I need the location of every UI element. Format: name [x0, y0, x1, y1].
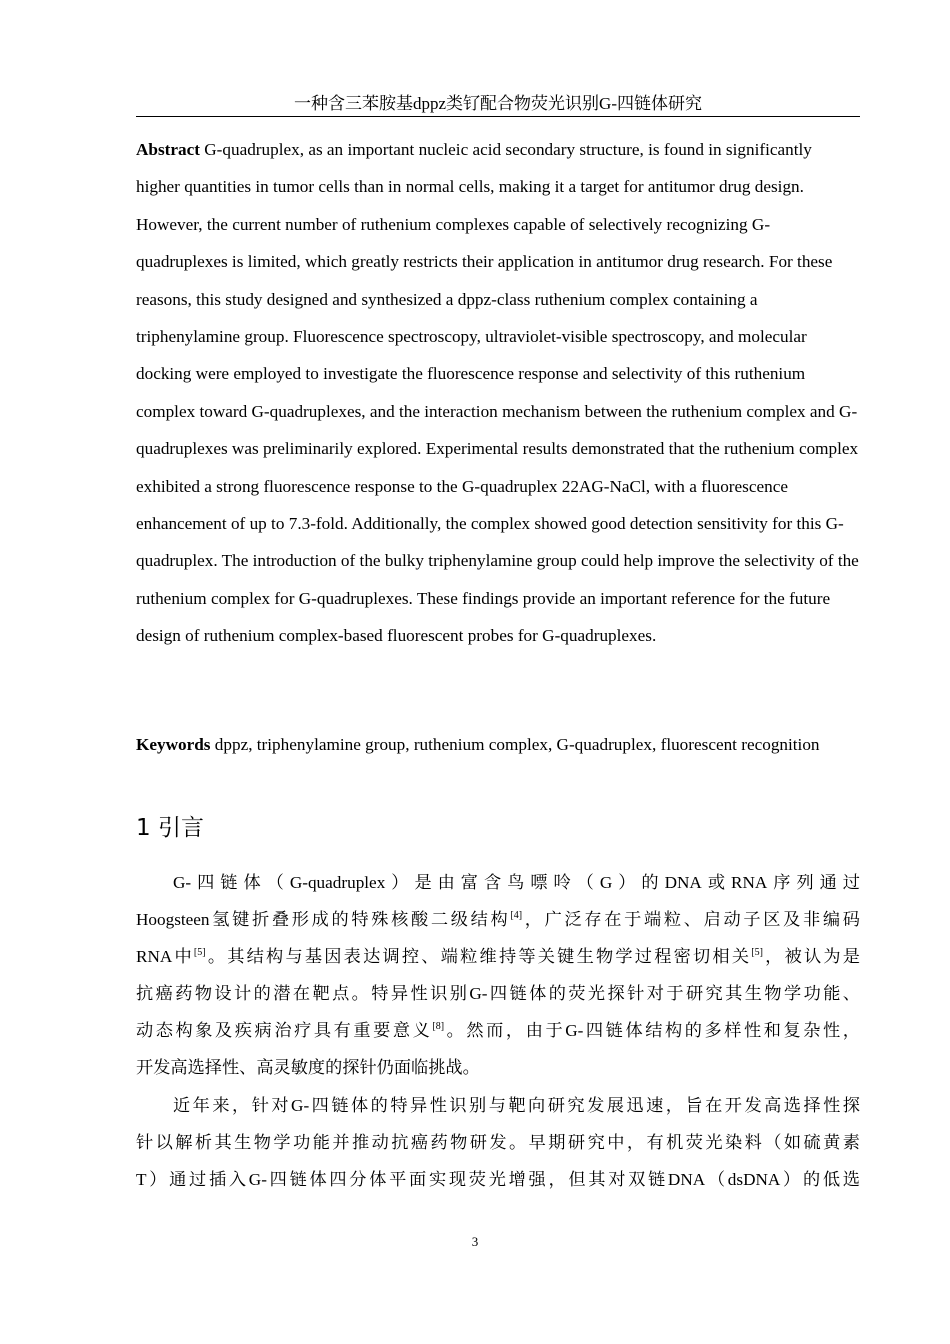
keywords-text: dppz, triphenylamine group, ruthenium complex, G-quadruplex, fluorescent recognition: [210, 735, 820, 754]
para2-line-3: T）通过插入G-四链体四分体平面实现荧光增强，但其对双链DNA（dsDNA）的低选: [136, 1170, 860, 1189]
para1-line-3-text-c: ，被认为是: [762, 947, 860, 966]
abstract-text: G-quadruplex, as an important nucleic acid secondary structure, is found in significantly higher quantities in tumor cells than in normal cells, making it a target for antitumor drug design. However, the current number of ruthenium complexes capable of selectively recognizing G-quadruplexes is limited, which greatly restricts their application in antitumor drug research. For these reasons, this study designed and synthesized a dppz-class ruthenium complex containing a triphenylamine group. Fluorescence spectroscopy, ultraviolet-visible spectroscopy, and molecular docking were employed to investigate the fluorescence response and selectivity of this ruthenium complex toward G-quadruplexes, and the interaction mechanism between the ruthenium complex and G-quadruplexes was preliminarily explored. Experimental results demonstrated that the ruthenium complex exhibited a strong fluorescence response to the G-quadruplex 22AG-NaCl, with a fluorescence enhancement of up to 7.3-fold. Additionally, the complex showed good detection sensitivity for this G-quadruplex. The introduction of the bulky triphenylamine group could help improve the selectivity of the ruthenium complex for G-quadruplexes. These findings provide an important reference for the future design of ruthenium complex-based fluorescent probes for G-quadruplexes.: [136, 140, 859, 646]
header-rule: [136, 116, 860, 117]
para1-line-2-text-a: Hoogsteen氢键折叠形成的特殊核酸二级结构: [136, 910, 511, 929]
citation-8: [8]: [432, 1021, 445, 1032]
page-number: 3: [471, 1234, 479, 1249]
section-heading-introduction: 1 引言: [136, 815, 204, 841]
para1-line-5-text-a: 动态构象及疾病治疗具有重要意义: [136, 1021, 433, 1040]
intro-paragraph-2: [136, 1087, 860, 1198]
para1-line-3-text-b: 。其结构与基因表达调控、端粒维持等关键生物学过程密切相关: [205, 947, 752, 966]
para1-line-1: G-四链体（G-quadruplex）是由富含鸟嘌呤（G）的DNA或RNA序列通过: [173, 873, 860, 892]
running-header-title: 一种含三苯胺基dppz类钌配合物荧光识别G-四链体研究: [294, 94, 702, 113]
citation-5a: [5]: [193, 947, 206, 958]
para1-line-2: [136, 901, 860, 938]
para1-line-5-text-b: 。然而，由于G-四链体结构的多样性和复杂性，: [444, 1021, 860, 1040]
para2-line-2: 针以解析其生物学功能并推动抗癌药物研发。早期研究中，有机荧光染料（如硫黄素: [136, 1133, 860, 1152]
para1-line-2-text-b: ，广泛存在于端粒、启动子区及非编码: [522, 910, 860, 929]
para1-line-5: [136, 1012, 860, 1049]
keywords-label: Keywords: [136, 735, 211, 754]
intro-paragraph-1: [136, 864, 860, 1086]
citation-5b: [5]: [751, 947, 763, 958]
para1-line-3-text-a: RNA中: [136, 947, 194, 966]
para1-line-6: 开发高选择性、高灵敏度的探针仍面临挑战。: [136, 1058, 480, 1077]
keywords-paragraph: [136, 727, 860, 763]
abstract-label: Abstract: [136, 140, 200, 159]
para1-line-3: [136, 938, 860, 975]
para2-line-1: 近年来，针对G-四链体的特异性识别与靶向研究发展迅速，旨在开发高选择性探: [173, 1096, 860, 1115]
para1-line-4: 抗癌药物设计的潜在靶点。特异性识别G-四链体的荧光探针对于研究其生物学功能、: [136, 984, 860, 1003]
abstract-paragraph: [136, 131, 860, 655]
citation-4: [4]: [510, 910, 523, 921]
